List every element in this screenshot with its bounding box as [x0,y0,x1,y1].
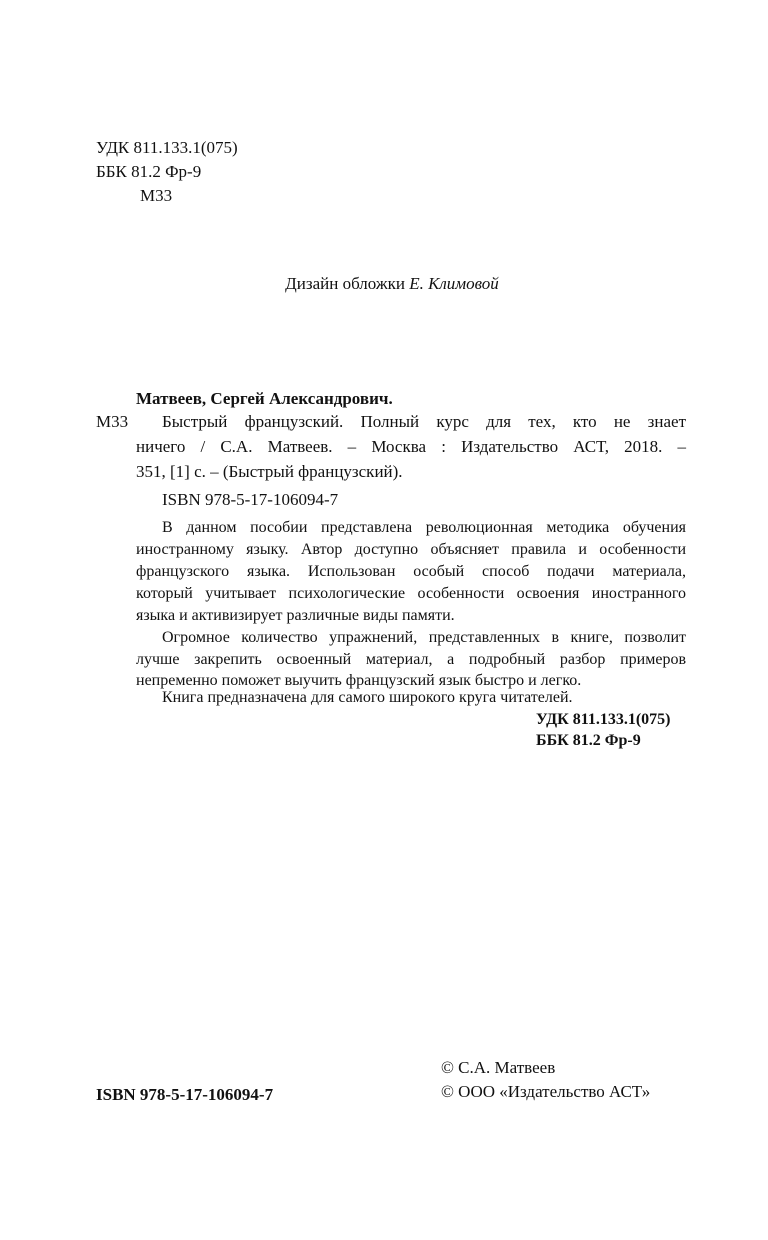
record-mark: М33 [96,412,129,431]
description-line: 351, [1] с. – (Быстрый французский). [136,462,403,481]
annotation-line: французского языка. Использован особый способ подачи материала, [136,563,686,580]
description-line: Быстрый французский. Полный курс для тех, кто не знает [162,412,686,431]
copyright-publisher: © ООО «Издательство АСТ» [441,1082,651,1101]
udk-code: УДК 811.133.1(075) [96,138,238,157]
annotation-line: В данном пособии представлена революционная методика обучения [162,519,686,536]
author-heading: Матвеев, Сергей Александрович. [136,389,393,408]
copyright-author: © С.А. Матвеев [441,1058,556,1077]
author-mark: М33 [140,186,173,205]
annotation-line: который учитывает психологические особенности освоения иностранного [136,585,686,602]
annotation-line: Книга предназначена для самого широкого круга читателей. [162,689,573,706]
annotation-line: иностранному языку. Автор доступно объясняет правила и особенности [136,541,686,558]
udk-code-bottom: УДК 811.133.1(075) [536,711,671,728]
cover-design-credit [0,273,768,295]
isbn-bottom: ISBN 978-5-17-106094-7 [96,1085,274,1104]
annotation-line: Огромное количество упражнений, представленных в книге, позволит [162,629,686,646]
isbn-record: ISBN 978-5-17-106094-7 [162,490,339,509]
bbk-code-bottom: ББК 81.2 Фр-9 [536,732,641,749]
annotation-line: языка и активизирует различные виды памяти. [136,607,455,624]
annotation-line: лучше закрепить освоенный материал, а подробный разбор примеров [136,651,686,668]
description-line: ничего / С.А. Матвеев. – Москва : Издательство АСТ, 2018. – [136,437,686,456]
annotation-line: непременно поможет выучить французский язык быстро и легко. [136,672,582,689]
cover-design-label: Дизайн обложки [285,274,405,293]
bbk-code: ББК 81.2 Фр-9 [96,162,202,181]
cover-designer-name: Е. Климовой [409,274,499,293]
